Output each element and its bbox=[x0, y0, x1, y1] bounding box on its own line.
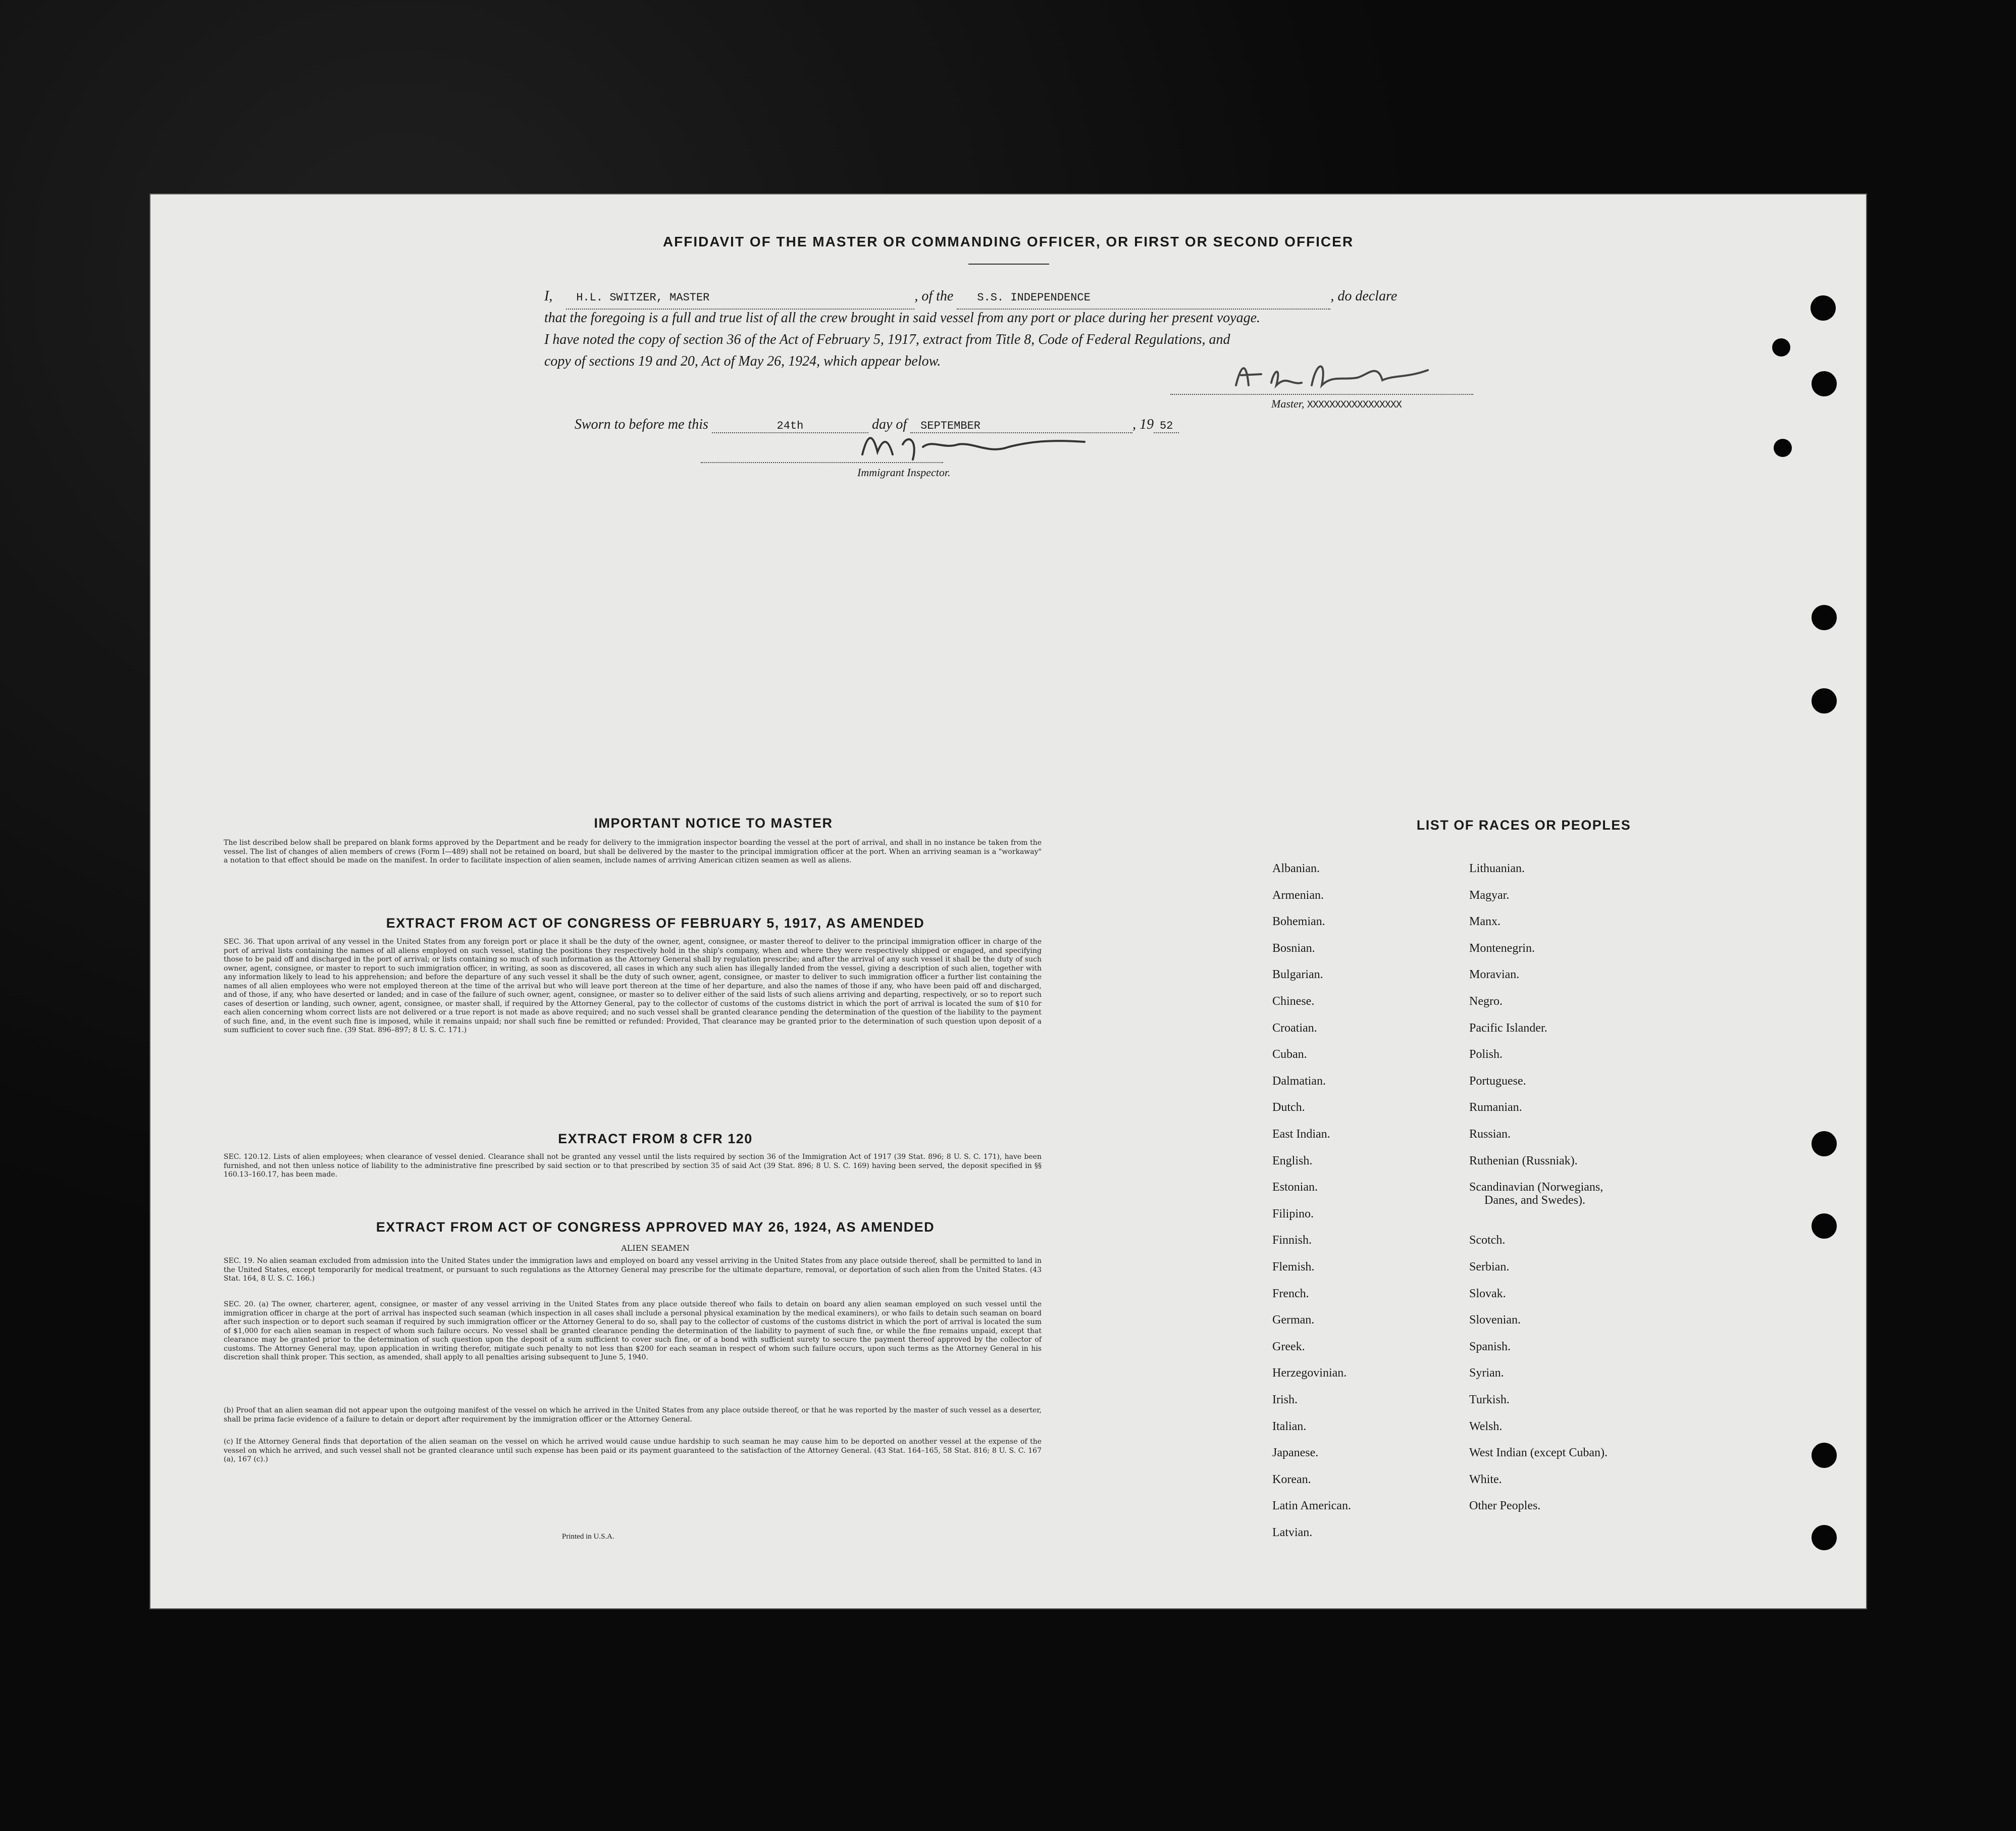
vessel-name-field: S.S. INDEPENDENCE bbox=[957, 287, 1330, 310]
race-item: Latin American. bbox=[1272, 1499, 1351, 1513]
declaration-line-1 bbox=[544, 285, 1645, 307]
punch-hole bbox=[1772, 338, 1790, 357]
master-label: Master, bbox=[1271, 397, 1305, 410]
race-item: German. bbox=[1272, 1313, 1315, 1327]
race-item: Dalmatian. bbox=[1272, 1074, 1326, 1088]
race-item: Manx. bbox=[1469, 915, 1501, 929]
race-item: Italian. bbox=[1272, 1419, 1307, 1433]
races-title: LIST OF RACES OR PEOPLES bbox=[1416, 818, 1631, 833]
sec-20c-body: (c) If the Attorney General finds that deportation of the alien seaman on the vessel on which he arrived would cause undue hardship to such seaman he may cause him to be deported on another vessel at the expense of the vessel on which he arrived, and such vessel shall not be granted clearance until such expense has been paid or its payment guaranteed to the satisfaction of the Attorney General. (43 Stat. 164–165, 58 Stat. 816; 8 U. S. C. 167 (a), 167 (c).) bbox=[224, 1438, 1042, 1463]
notice-title: IMPORTANT NOTICE TO MASTER bbox=[594, 816, 833, 831]
master-signature-line bbox=[1170, 394, 1473, 395]
race-item: Turkish. bbox=[1469, 1393, 1510, 1406]
race-item: Albanian. bbox=[1272, 862, 1320, 875]
document-page bbox=[150, 194, 1866, 1608]
race-item: Rumanian. bbox=[1469, 1101, 1522, 1114]
punch-hole bbox=[1812, 1525, 1837, 1550]
race-item: Croatian. bbox=[1272, 1021, 1317, 1035]
year-prefix: , 19 bbox=[1132, 417, 1154, 432]
race-item: Bohemian. bbox=[1272, 915, 1325, 929]
race-item: Pacific Islander. bbox=[1469, 1021, 1547, 1035]
struck-title: XXXXXXXXXXXXXXXXX bbox=[1307, 399, 1402, 411]
race-item: Negro. bbox=[1469, 995, 1503, 1008]
race-item: White. bbox=[1469, 1472, 1502, 1486]
race-item: Estonian. bbox=[1272, 1181, 1318, 1194]
sec-20a-body: SEC. 20. (a) The owner, charterer, agent, consignee, or master of any vessel arriving in the United States from any place outside thereof who fails to detain on board any alien seaman employed on such vessel until the immigration officer in charge at the port of arrival has inspected such seaman (which inspection in all cases shall include a personal physical examination by the medical examiners), or who fails to detain such seaman on board after such inspection or to deport such seaman if required by such immigration officer or the Attorney General to do so, shall pay to the collector of customs of the customs district in which the port of arrival is located the sum of $1,000 for each alien seaman in respect of whom such failure occurs. No vessel shall be granted clearance pending the determination of the liability to payment of such fine, or while the fine remains unpaid, except that clearance may be granted prior to the determination of such question upon the deposit of a sum sufficient to cover such fine, or of a bond with sufficient surety to secure the payment thereof approved by the collector of customs. The Attorney General may, upon application in writing therefor, mitigate such penalty to not less than $200 for each seaman in respect of whom such failure occurs, upon such terms as the Attorney General in his discretion shall think proper. This section, as amended, shall apply to all penalties arising subsequent to June 5, 1940. bbox=[224, 1300, 1042, 1361]
race-item: Slovenian. bbox=[1469, 1313, 1521, 1327]
race-item: Chinese. bbox=[1272, 995, 1315, 1008]
punch-hole bbox=[1812, 688, 1837, 714]
punch-hole bbox=[1812, 605, 1837, 630]
race-item: Moravian. bbox=[1469, 968, 1520, 982]
race-item: Scandinavian (Norwegians, bbox=[1469, 1181, 1604, 1194]
race-item: Filipino. bbox=[1272, 1207, 1314, 1220]
printed-in-usa: Printed in U.S.A. bbox=[562, 1533, 614, 1541]
race-item: Russian. bbox=[1469, 1128, 1511, 1141]
race-item: Bosnian. bbox=[1272, 941, 1315, 955]
punch-hole bbox=[1812, 1443, 1837, 1468]
race-item: Bulgarian. bbox=[1272, 968, 1323, 982]
race-item: Dutch. bbox=[1272, 1101, 1305, 1114]
sworn-day-field: 24th bbox=[712, 420, 868, 433]
punch-hole bbox=[1812, 371, 1837, 396]
race-item: Finnish. bbox=[1272, 1234, 1312, 1247]
master-name-field: H.L. SWITZER, MASTER bbox=[566, 287, 914, 310]
notice-body: The list described below shall be prepared on blank forms approved by the Department and be ready for delivery to the immigration inspector boarding the vessel at the port of arrival, and shall in no instance be taken from the vessel. The list of changes of alien members of crews (Form I—489) shall not be retained on board, but shall be delivered by the master to the principal immigration officer at the port. When an arriving seaman is a "workaway" a notation to that effect should be made on the manifest. In order to facilitate inspection of alien seamen, include names of arriving American citizen seamen as well as aliens. bbox=[224, 839, 1042, 864]
sec-20b-body: (b) Proof that an alien seaman did not appear upon the outgoing manifest of the vessel on which he arrived in the United States from any place outside thereof, or that he was reported by the master of such vessel as a deserter, shall be prima facie evidence of a failure to detain or deport after requirement by the immigration officer or the Attorney General. bbox=[224, 1406, 1042, 1423]
inspector-signature bbox=[857, 424, 1090, 465]
extract-1924-title: EXTRACT FROM ACT OF CONGRESS APPROVED MAY 26, 1924, AS AMENDED bbox=[376, 1219, 935, 1235]
race-item: Korean. bbox=[1272, 1472, 1311, 1486]
day-of-label: day of bbox=[871, 417, 907, 432]
extract-1917-body: SEC. 36. That upon arrival of any vessel in the United States from any foreign port or place it shall be the duty of the owner, agent, consignee, or master thereof to deliver to the principal immigration officer in charge of the port of arrival lists containing the names of all aliens employed on such vessel, stating the positions they respectively hold in the ship's company, when and where they were respectively shipped or engaged, and specifying those to be paid off and discharged in the port of arrival; or lists containing so much of such information as the Attorney General shall by regulation prescribe; and after the arrival of any such vessel it shall be the duty of such owner, agent, consignee, or master to report to such immigration officer, in writing, as soon as discovered, all cases in which any such alien has illegally landed from the vessel, giving a description of such alien, together with any information likely to lead to his apprehension; and before the departure of any such vessel it shall be the duty of such owner, agent, consignee, or master to deliver to such immigration officer a further list containing the names of all alien employees who were not employed thereon at the time of the arrival but who will leave port thereon at the time of her departure, and also the names of those if any, who have been paid off and discharged, and of those, if any, who have deserted or landed; and in case of the failure of such owner, agent, consignee, or master so to deliver either of the said lists of such aliens arriving and departing, respectively, or so to report such cases of desertion or landing, such owner, agent, consignee, or master shall, if required by the Attorney General, pay to the collector of customs of the customs district in which the port of arrival is located the sum of $10 for each alien concerning whom correct lists are not delivered or a true report is not made as above required; and no such vessel shall be granted clearance pending the determination of the question of the liability to the payment of such fine, and, in the event such fine is imposed, while it remains unpaid; nor shall such fine be remitted or refunded: Provided, That clearance may be granted prior to the determination of such question upon deposit of a sum sufficient to cover such fine. (39 Stat. 896–897; 8 U. S. C. 171.) bbox=[224, 938, 1042, 1034]
declaration bbox=[544, 285, 1645, 372]
punch-hole bbox=[1812, 1213, 1837, 1239]
race-item: English. bbox=[1272, 1154, 1313, 1167]
race-item: West Indian (except Cuban). bbox=[1469, 1446, 1608, 1460]
race-item: Ruthenian (Russniak). bbox=[1469, 1154, 1578, 1167]
race-item: Portuguese. bbox=[1469, 1074, 1526, 1088]
race-item: Other Peoples. bbox=[1469, 1499, 1541, 1513]
race-item: Scotch. bbox=[1469, 1234, 1506, 1247]
race-item: Greek. bbox=[1272, 1340, 1305, 1353]
extract-cfr-body: SEC. 120.12. Lists of alien employees; when clearance of vessel denied. Clearance shall not be granted any vessel until the lists required by section 36 of the Immigration Act of 1917 (39 Stat. 896; 8 U. S. C. 171), have been furnished, and not then unless notice of liability to the administrative fine prescribed by said section or to that prescribed by section 35 of said Act (39 Stat. 896; 8 U. S. C. 169) having been served, the deposit specified in §§ 160.13–160.17, has been made. bbox=[224, 1153, 1042, 1179]
declaration-line-3: I have noted the copy of section 36 of the Act of February 5, 1917, extract from Title 8, Code of Federal Regulations, and bbox=[544, 332, 1230, 347]
punch-hole bbox=[1812, 1131, 1837, 1156]
master-signature bbox=[1226, 355, 1443, 395]
race-item: Cuban. bbox=[1272, 1048, 1307, 1061]
race-item: French. bbox=[1272, 1287, 1309, 1300]
race-item: Herzegovinian. bbox=[1272, 1366, 1347, 1380]
i-label: I, bbox=[544, 288, 553, 304]
race-item: Lithuanian. bbox=[1469, 862, 1525, 875]
race-item: Armenian. bbox=[1272, 888, 1324, 902]
year-field: 52 bbox=[1154, 420, 1179, 433]
race-item: Japanese. bbox=[1272, 1446, 1319, 1460]
inspector-label: Immigrant Inspector. bbox=[857, 466, 951, 479]
race-item: East Indian. bbox=[1272, 1128, 1330, 1141]
of-the-label: , of the bbox=[914, 288, 954, 304]
title-rule bbox=[968, 264, 1049, 265]
master-title bbox=[1271, 397, 1402, 411]
race-item: Spanish. bbox=[1469, 1340, 1511, 1353]
race-item: Serbian. bbox=[1469, 1260, 1510, 1274]
inspector-signature-line bbox=[701, 462, 943, 463]
race-item: Syrian. bbox=[1469, 1366, 1504, 1380]
sworn-month-field: SEPTEMBER bbox=[910, 420, 1132, 433]
race-item: Irish. bbox=[1272, 1393, 1298, 1406]
race-item: Polish. bbox=[1469, 1048, 1503, 1061]
race-item: Welsh. bbox=[1469, 1419, 1503, 1433]
race-item: Magyar. bbox=[1469, 888, 1510, 902]
declaration-line-4: copy of sections 19 and 20, Act of May 26, 1924, which appear below. bbox=[544, 353, 941, 369]
race-item: Latvian. bbox=[1272, 1526, 1313, 1539]
declaration-line-2: that the foregoing is a full and true list of all the crew brought in said vessel from any port or place during her present voyage. bbox=[544, 310, 1261, 326]
punch-hole bbox=[1811, 295, 1836, 321]
alien-seamen-subtitle: ALIEN SEAMEN bbox=[621, 1243, 690, 1253]
race-item: Flemish. bbox=[1272, 1260, 1315, 1274]
extract-cfr-title: EXTRACT FROM 8 CFR 120 bbox=[558, 1131, 753, 1146]
extract-1917-title: EXTRACT FROM ACT OF CONGRESS OF FEBRUARY 5, 1917, AS AMENDED bbox=[386, 916, 925, 931]
race-item: Danes, and Swedes). bbox=[1484, 1194, 1585, 1207]
sworn-label: Sworn to before me this bbox=[575, 417, 708, 432]
punch-hole bbox=[1774, 439, 1792, 457]
race-item: Montenegrin. bbox=[1469, 941, 1535, 955]
race-item: Slovak. bbox=[1469, 1287, 1506, 1300]
affidavit-title: AFFIDAVIT OF THE MASTER OR COMMANDING OFFICER, OR FIRST OR SECOND OFFICER bbox=[662, 234, 1354, 249]
do-declare-label: , do declare bbox=[1330, 288, 1398, 304]
sec-19-body: SEC. 19. No alien seaman excluded from admission into the United States under the immigration laws and employed on board any vessel arriving in the United States from any place outside thereof, shall be permitted to land in the United States, except temporarily for medical treatment, or pursuant to such regulations as the Attorney General may prescribe for the ultimate departure, removal, or deportation of such alien from the United States. (43 Stat. 164, 8 U. S. C. 166.) bbox=[224, 1257, 1042, 1283]
